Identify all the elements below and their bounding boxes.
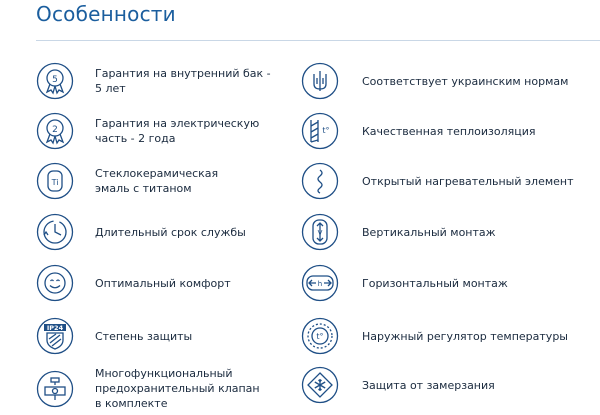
feature-label: Открытый нагревательный элемент <box>362 174 574 188</box>
svg-text:t°: t° <box>322 126 330 135</box>
titanium-enamel-icon <box>36 162 74 200</box>
horizontal-mount-icon <box>301 264 339 302</box>
smile-icon <box>36 264 74 302</box>
trident-icon <box>301 62 339 100</box>
page-title: Особенности <box>36 2 176 26</box>
feature-insulation <box>301 112 600 150</box>
insulation-icon <box>301 112 339 150</box>
thermostat-icon <box>301 317 339 355</box>
feature-label: Гарантия на внутренний бак - 5 лет <box>95 67 271 95</box>
feature-label: Соответствует украинским нормам <box>362 74 569 88</box>
feature-label: Стеклокерамическая эмаль с титаном <box>95 167 219 195</box>
safety-valve-icon <box>36 370 74 408</box>
medal-5-icon <box>36 62 74 100</box>
feature-lifetime <box>36 213 276 251</box>
svg-text:Ti: Ti <box>51 178 59 187</box>
svg-text:2: 2 <box>52 125 58 135</box>
svg-text:h: h <box>317 280 323 288</box>
feature-thermostat <box>301 317 600 355</box>
ip24-shield-icon <box>36 317 74 355</box>
feature-label: Горизонтальный монтаж <box>362 276 508 290</box>
feature-warranty-electric <box>36 112 276 150</box>
title-divider <box>36 40 600 41</box>
feature-horizontal-mount <box>301 264 600 302</box>
svg-text:5: 5 <box>52 75 58 85</box>
feature-label: Наружный регулятор температуры <box>362 329 568 343</box>
medal-2-icon <box>36 112 74 150</box>
svg-text:t°: t° <box>316 332 324 341</box>
feature-warranty-tank <box>36 62 276 100</box>
feature-label: Вертикальный монтаж <box>362 225 496 239</box>
feature-comfort <box>36 264 276 302</box>
feature-vertical-mount <box>301 213 600 251</box>
svg-text:V: V <box>317 229 323 237</box>
svg-text:IP24: IP24 <box>46 324 64 332</box>
frost-protection-icon <box>301 366 339 404</box>
feature-heating-element <box>301 162 600 200</box>
feature-label: Оптимальный комфорт <box>95 276 231 290</box>
feature-ukrainian-norms <box>301 62 600 100</box>
feature-label: Степень защиты <box>95 329 193 343</box>
clock-icon <box>36 213 74 251</box>
feature-label: Качественная теплоизоляция <box>362 124 536 138</box>
feature-label: Защита от замерзания <box>362 378 495 392</box>
feature-frost-protection <box>301 366 600 404</box>
feature-enamel <box>36 162 276 200</box>
feature-valve <box>36 366 276 411</box>
feature-label: Многофункциональный предохранительный клапан в комплекте <box>95 367 260 410</box>
vertical-mount-icon <box>301 213 339 251</box>
feature-label: Гарантия на электрическую часть - 2 года <box>95 117 260 145</box>
heating-element-icon <box>301 162 339 200</box>
feature-protection <box>36 317 276 355</box>
feature-label: Длительный срок службы <box>95 225 246 239</box>
